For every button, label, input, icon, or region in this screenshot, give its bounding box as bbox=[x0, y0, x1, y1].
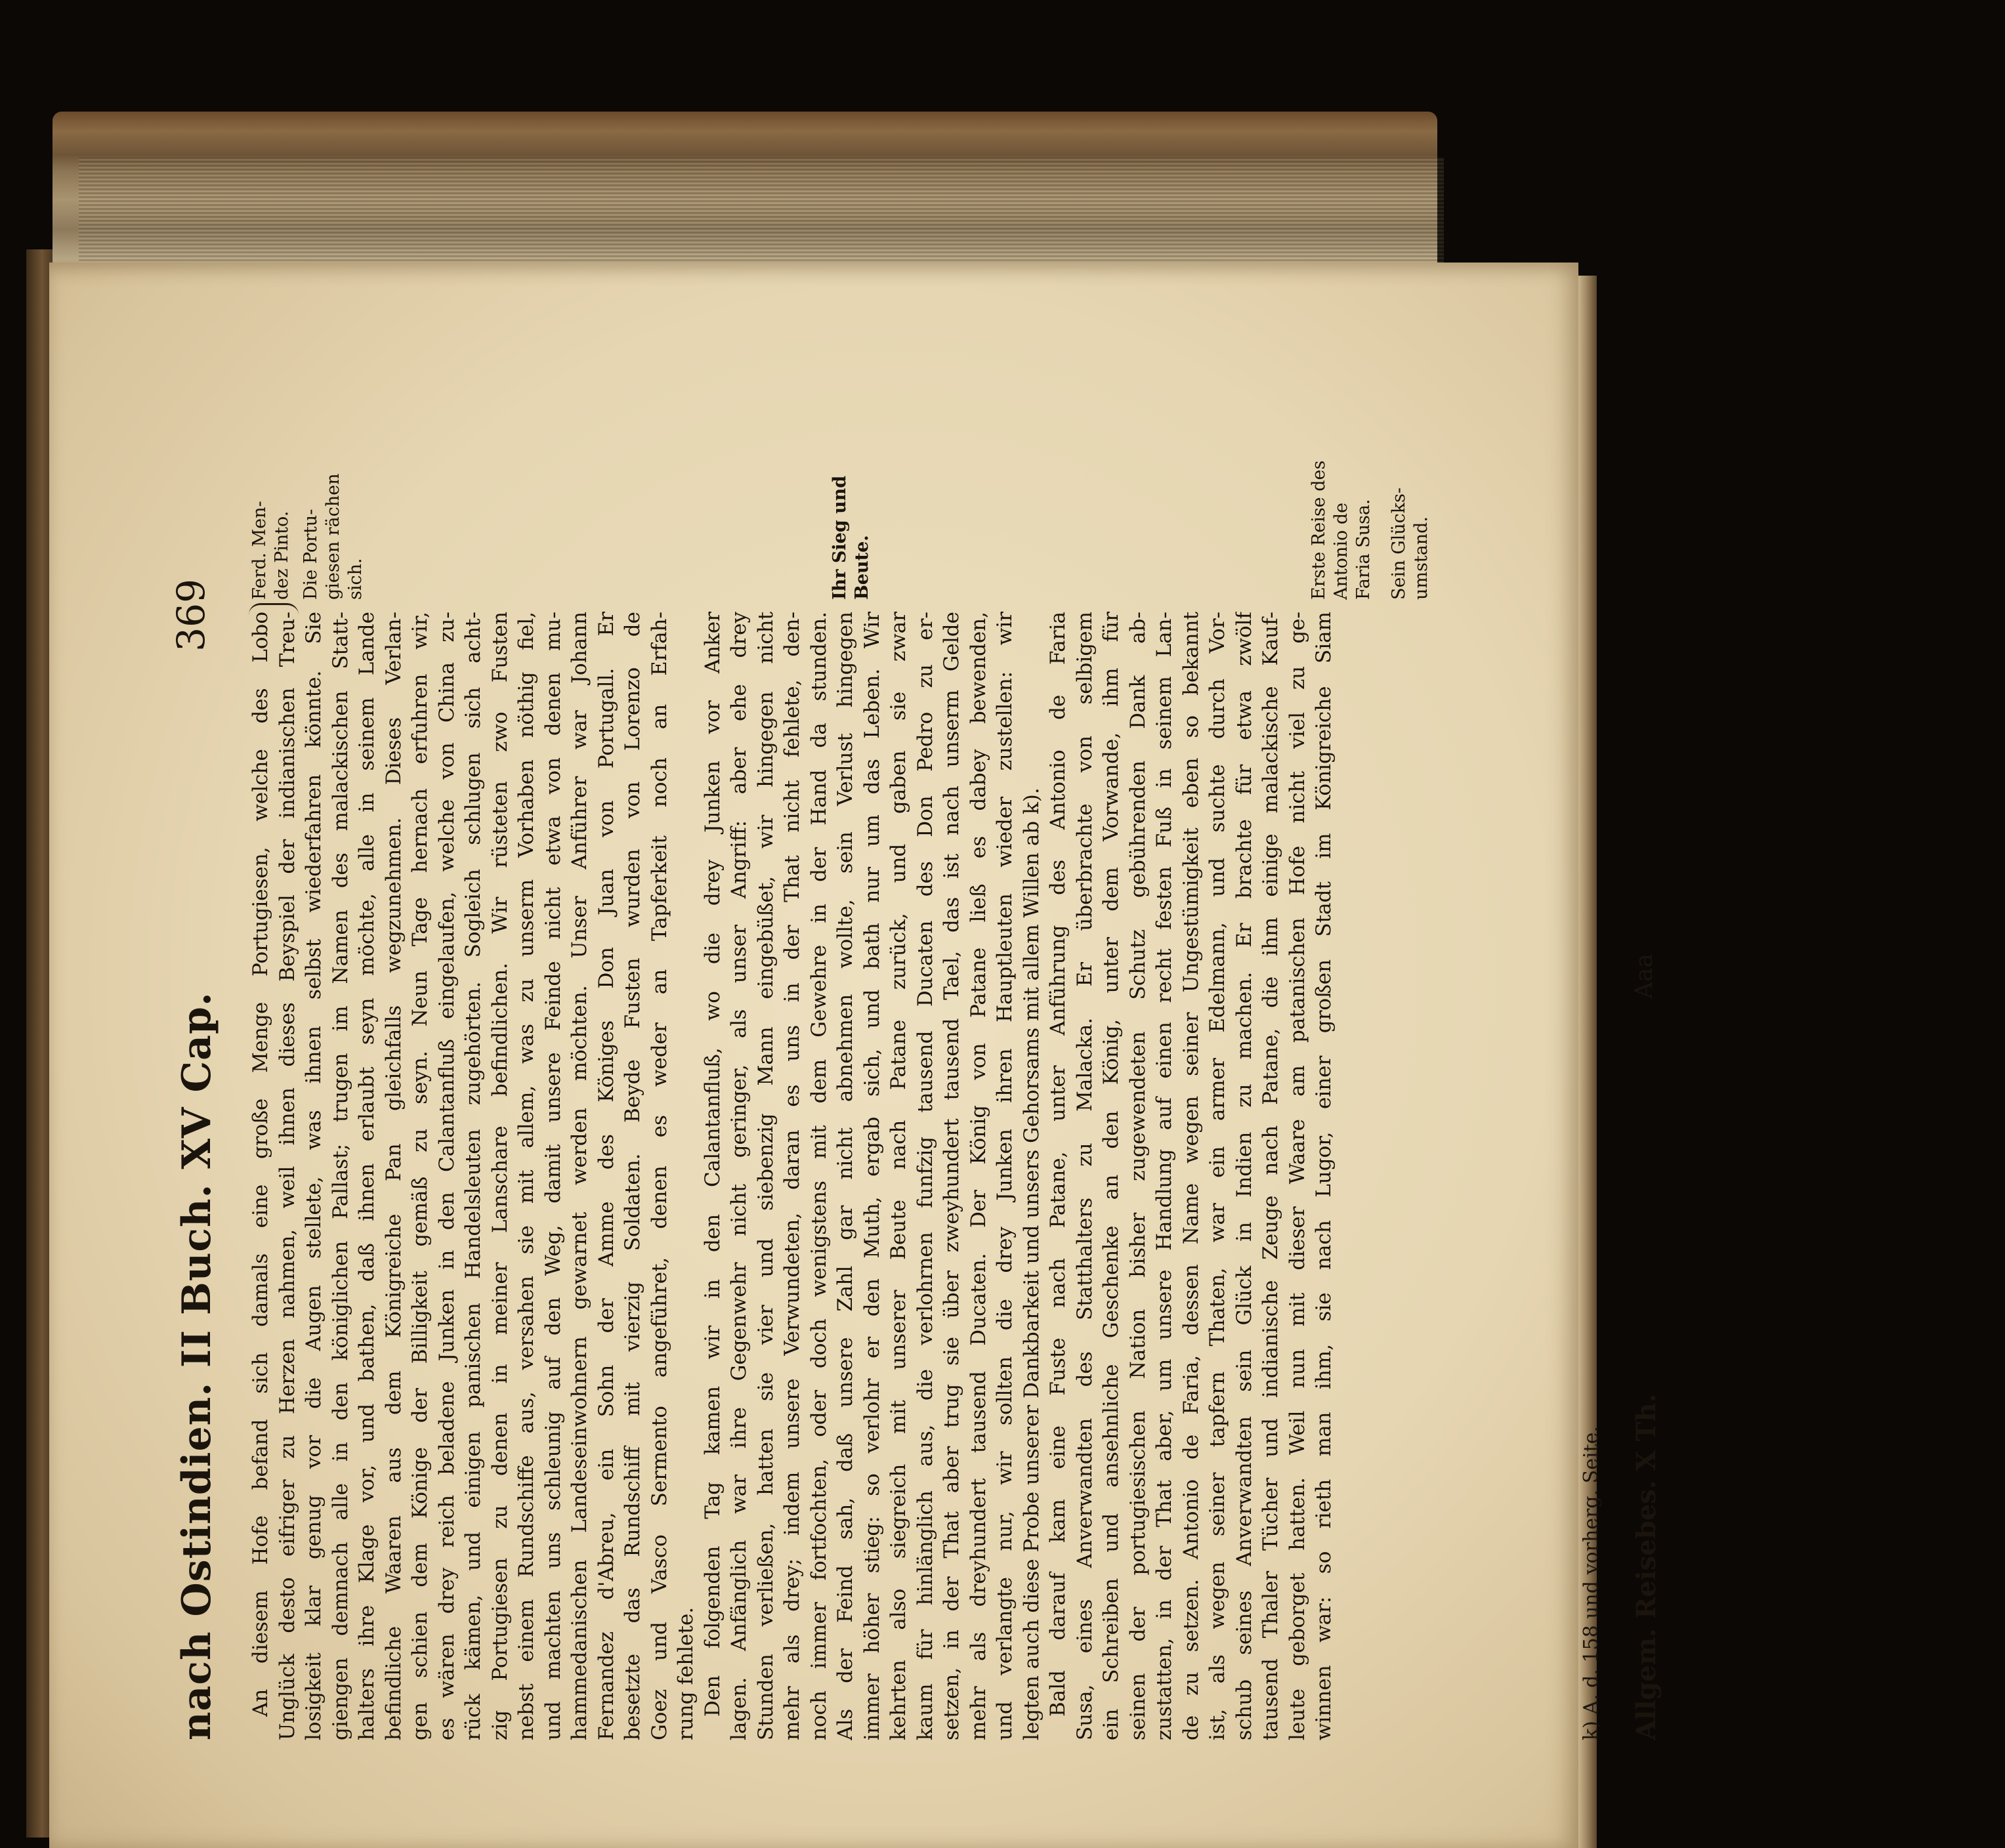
body-line: noch immer fortfochten, oder doch wenigstens mit dem Gewehre in der Hand da stunden. bbox=[807, 612, 831, 1740]
binding-edge bbox=[26, 249, 53, 1838]
body-line: kehrten also siegreich mit unserer Beute nach Patane zurück, und gaben sie zwar bbox=[887, 612, 910, 1740]
body-line: seinen der portugiesischen Nation bisher zugewendeten Schutz gebührenden Dank ab- bbox=[1126, 612, 1150, 1740]
body-line: losigkeit klar genug vor die Augen stellete, was ihnen selbst wiederfahren könnte. Sie bbox=[302, 612, 326, 1740]
rotated-text-block bbox=[169, 460, 1678, 1740]
body-line: An diesem Hofe befand sich damals eine große Menge Portugiesen, welche des Lobo bbox=[249, 612, 272, 1717]
body-line: hammedanischen Landeseinwohnern gewarnet werden möchten. Unser Anführer war Johann bbox=[568, 612, 591, 1740]
margin-note-sieg: Ihr Sieg und Beute. bbox=[830, 475, 872, 600]
margin-brace bbox=[249, 603, 299, 621]
body-line: giengen demnach alle in den königlichen Pallast; trugen im Namen des malackischen Statt- bbox=[328, 612, 352, 1740]
body-line: schub seines Anverwandten sein Glück in Indien zu machen. Er brachte für etwa zwölf bbox=[1232, 612, 1256, 1740]
body-line: Susa, eines Anverwandten des Statthalters zu Malacka. Er überbrachte von selbigem bbox=[1072, 612, 1097, 1740]
body-line: Bald darauf kam eine Fuste nach Patane, unter Anführung des Antonio de Faria bbox=[1046, 612, 1070, 1717]
body-line: befindliche Waaren aus dem Königreiche Pan gleichfalls wegzunehmen. Dieses Verlan- bbox=[381, 612, 406, 1740]
body-line: ein Schreiben und ansehnliche Geschenke an den König, unter dem Vorwande, ihm für bbox=[1099, 612, 1123, 1740]
body-line: tausend Thaler Tücher und indianische Zeuge nach Patane, die ihm einige malackische Kauf- bbox=[1259, 612, 1282, 1740]
running-head bbox=[169, 520, 234, 1740]
body-line: und verlangte nur, wir sollten die drey Junken ihren Hauptleuten wieder zustellen: wir bbox=[993, 612, 1017, 1740]
body-line: besetzte das Rundschiff mit vierzig Soldaten. Beyde Fusten wurden von Lorenzo de bbox=[621, 612, 644, 1740]
body-line: Stunden verließen, hatten sie vier und siebenzig Mann eingebüßet, wir hingegen nicht bbox=[753, 612, 778, 1740]
body-line: rung fehlete. bbox=[674, 1606, 698, 1740]
margin-note-portugiesen: Die Portu- giesen rächen sich. bbox=[301, 473, 366, 600]
body-line: winnen war: so rieth man ihm, sie nach Lugor, einer großen Stadt im Königreiche Siam bbox=[1312, 612, 1336, 1740]
signature-mark: Aaa bbox=[1631, 954, 1658, 999]
signature-line bbox=[1631, 612, 1670, 1740]
signature-title: Allgem. Reisebes. X Th. bbox=[1631, 1393, 1662, 1740]
body-line: immer höher stieg: so verlohr er den Muth, ergab sich, und bath nur um das Leben. Wir bbox=[860, 612, 884, 1740]
body-line: de zu setzen. Antonio de Faria, dessen Name wegen seiner Ungestümigkeit eben so bekannt bbox=[1179, 612, 1203, 1740]
body-line: es wären drey reich beladene Junken in den Calantanfluß eingelaufen, welche von China zu- bbox=[434, 612, 459, 1740]
body-line: setzen, in der That aber trug sie über zweyhundert tausend Tael, das ist nach unserm Gelde bbox=[940, 612, 963, 1740]
footnote: k) A. d. 158 und vorherg. Seite. bbox=[1580, 1426, 1603, 1740]
body-line: leute geborget hatten. Weil nun mit dieser Waare am patanischen Hofe nicht viel zu ge- bbox=[1285, 612, 1309, 1740]
margin-note-gluecksumstand: Sein Glücks- umstand. bbox=[1389, 487, 1431, 600]
body-line: Als der Feind sah, daß unsere Zahl gar nicht abnehmen wollte, sein Verlust hingegen bbox=[834, 612, 857, 1740]
body-line: legten auch diese Probe unserer Dankbarkeit und unsers Gehorsams mit allem Willen ab k). bbox=[1019, 788, 1044, 1740]
body-line: halters ihre Klage vor, und bathen, daß ihnen erlaubt seyn möchte, alle in seinem Lande bbox=[355, 612, 379, 1740]
body-line: nebst einem Rundschiffe aus, versahen sie mit allem, was zu unserm Vorhaben nöthig fiel, bbox=[515, 612, 538, 1740]
body-line: lagen. Anfänglich war ihre Gegenwehr nicht geringer, als unser Angriff: aber ehe drey bbox=[727, 612, 751, 1740]
margin-note-pinto: Ferd. Men- dez Pinto. bbox=[249, 501, 292, 600]
body-text bbox=[247, 612, 1338, 1740]
body-line: gen schien dem Könige der Billigkeit gemäß zu seyn. Neun Tage hernach erfuhren wir, bbox=[408, 612, 432, 1740]
body-line: Den folgenden Tag kamen wir in den Calantanfluß, wo die drey Junken vor Anker bbox=[700, 612, 725, 1717]
body-line: zustatten, in der That aber, um unsere Handlung auf einen recht festen Fuß in seinem Lan- bbox=[1152, 612, 1176, 1740]
margin-note-faria: Erste Reise des Antonio de Faria Susa. bbox=[1309, 460, 1374, 600]
body-line: und machten uns schleunig auf den Weg, damit unsere Feinde nicht etwa von denen mu- bbox=[541, 612, 565, 1740]
body-line: mehr als drey; indem unsere Verwundeten, daran es uns in der That nicht fehlete, den- bbox=[780, 612, 804, 1740]
body-line: kaum für hinlänglich aus, die verlohrnen funfzig tausend Ducaten des Don Pedro zu er- bbox=[913, 612, 937, 1740]
body-line: rück kämen, und einigen panischen Handelsleuten zugehörten. Sogleich schlugen sich acht- bbox=[461, 612, 485, 1740]
running-title: nach Ostindien. II Buch. XV Cap. bbox=[174, 992, 220, 1740]
body-line: ist, als wegen seiner tapfern Thaten, war ein armer Edelmann, und suchte durch Vor- bbox=[1206, 612, 1229, 1740]
body-line: zig Portugiesen zu denen in meiner Lanschare befindlichen. Wir rüsteten zwo Fusten bbox=[488, 612, 512, 1740]
body-line: mehr als dreyhundert tausend Ducaten. Der König von Patane ließ es dabey bewenden, bbox=[966, 612, 990, 1740]
body-line: Fernandez d'Abreu, ein Sohn der Amme des Königes Don Juan von Portugall. Er bbox=[594, 612, 618, 1740]
body-line: Unglück desto eifriger zu Herzen nahmen, weil ihnen dieses Beyspiel der indianischen Treu- bbox=[275, 612, 299, 1740]
body-line: Goez und Vasco Sermento angeführet, denen es weder an Tapferkeit noch an Erfah- bbox=[647, 612, 671, 1740]
page-number: 369 bbox=[169, 579, 213, 652]
